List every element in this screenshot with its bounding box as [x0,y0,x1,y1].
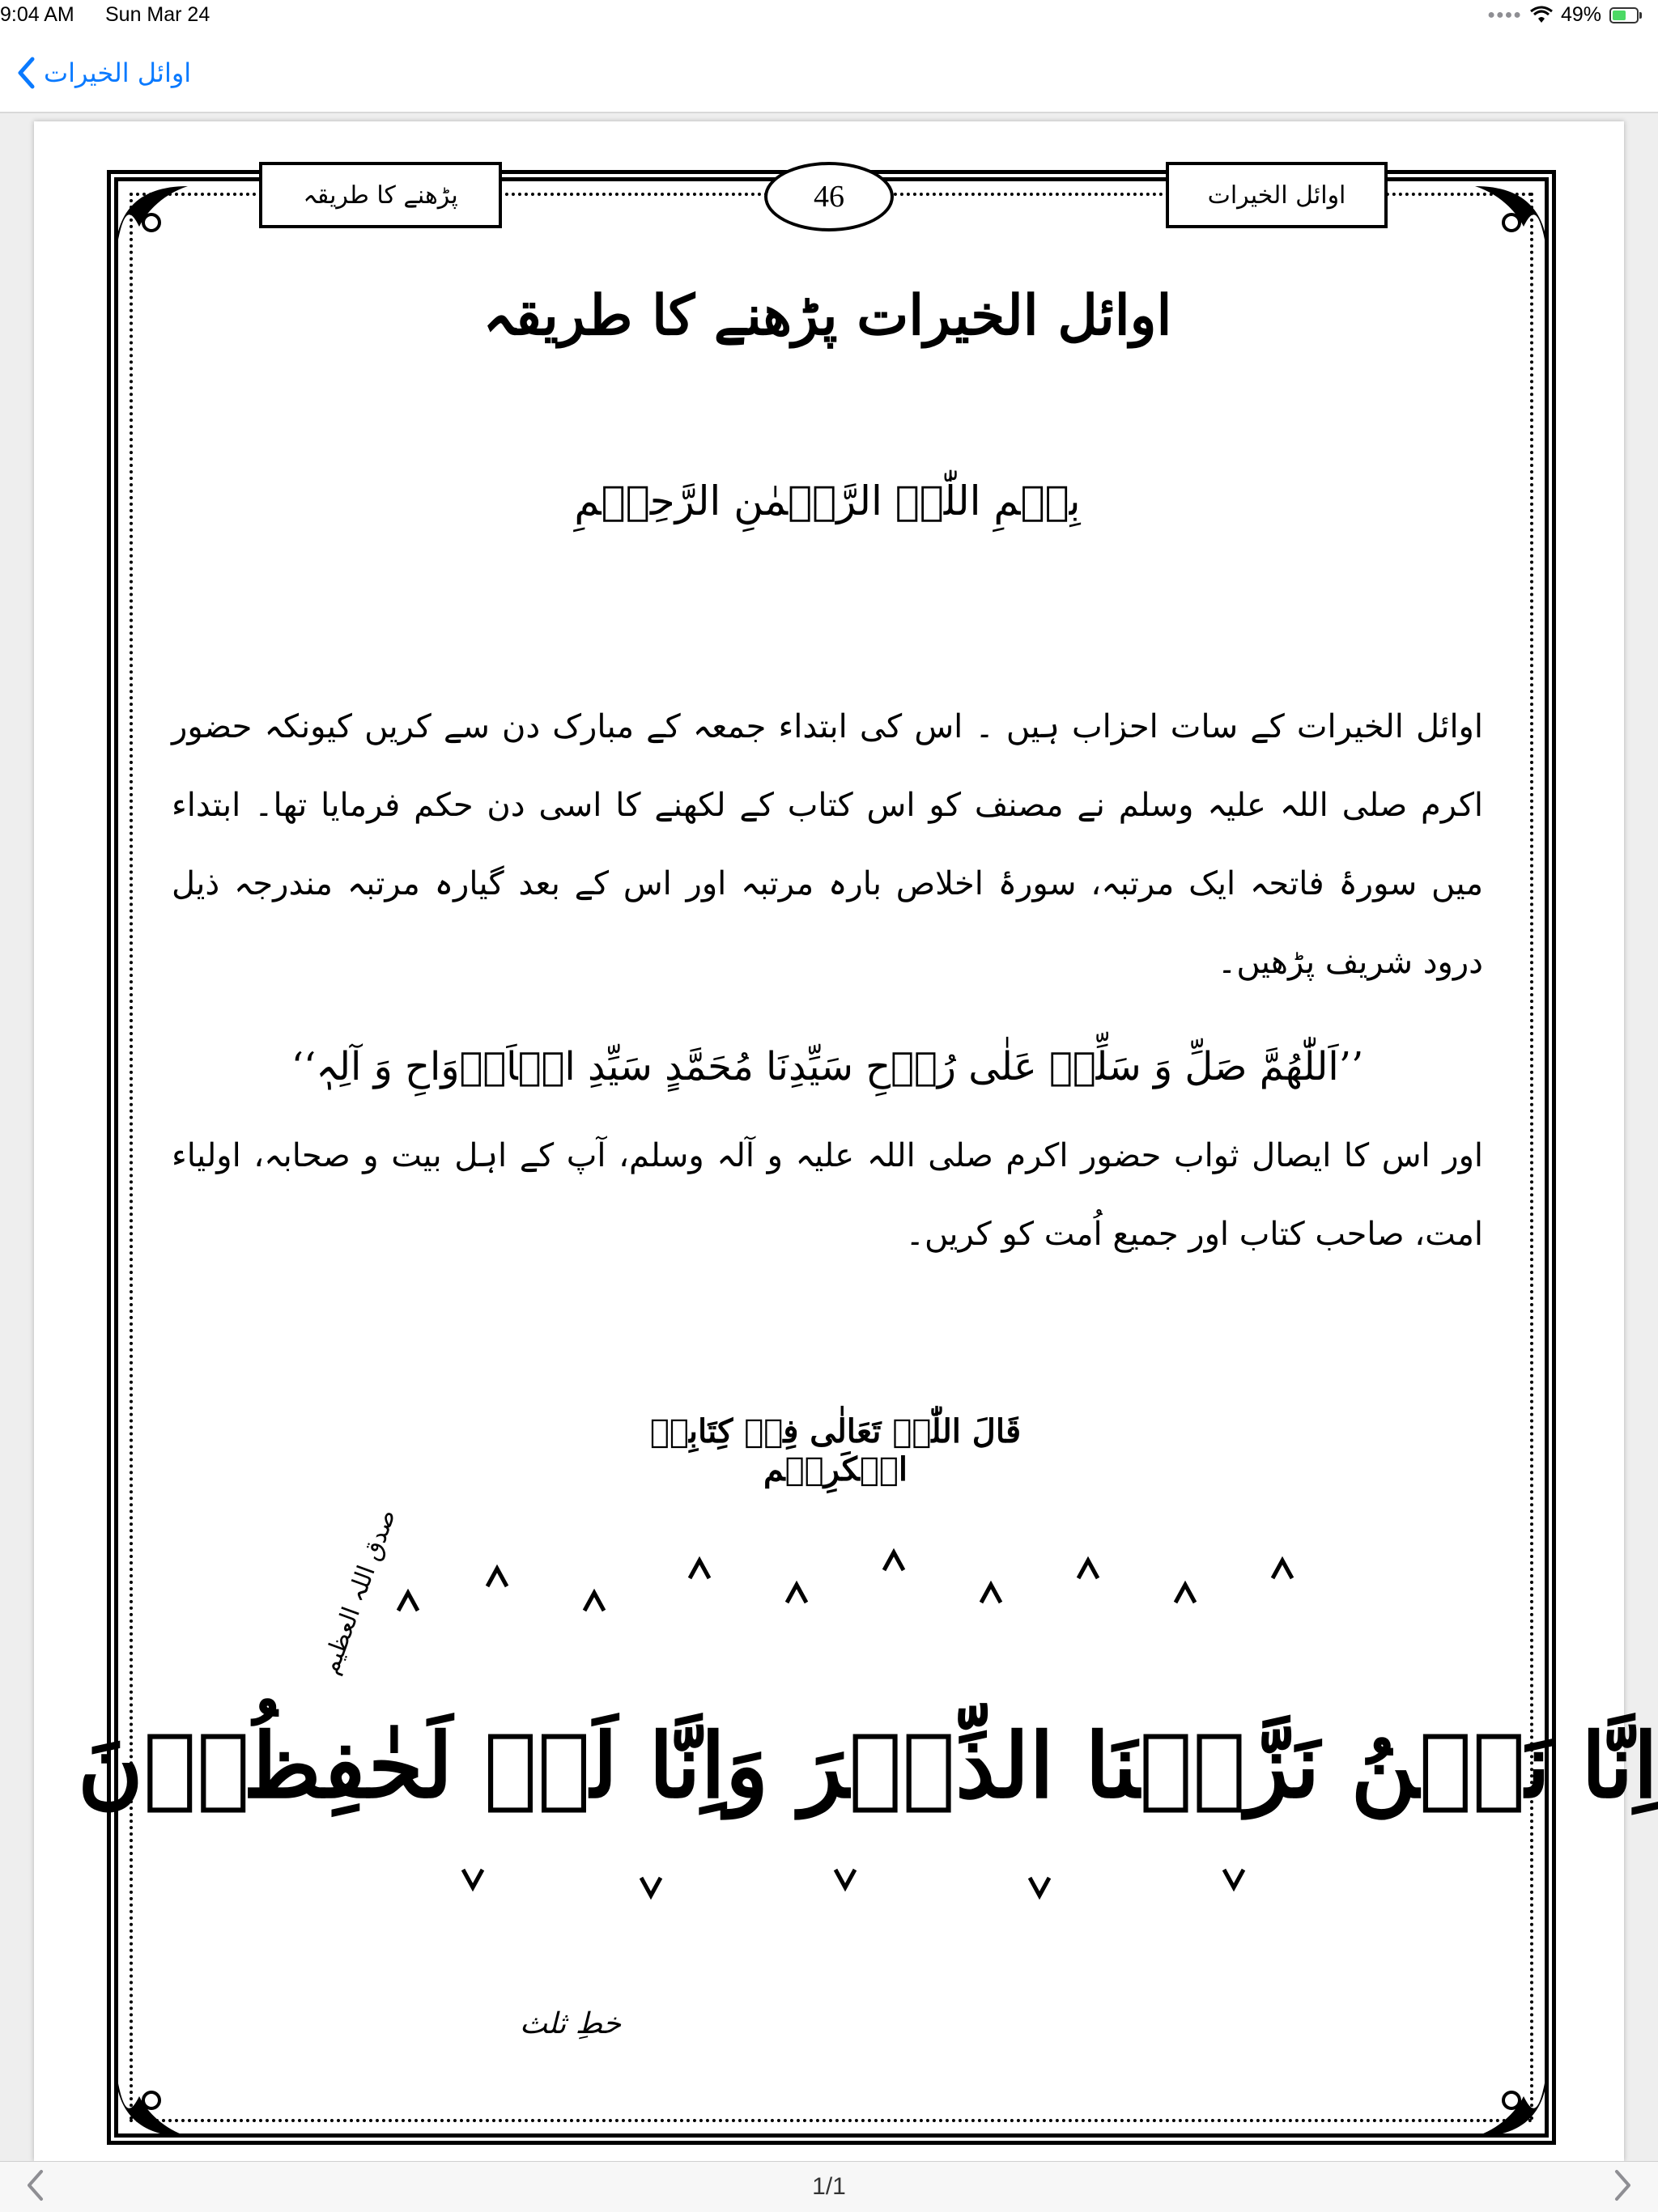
floral-ornament-icon [1467,178,1556,267]
back-button-label: اوائل الخیرات [44,57,192,88]
status-bar [0,0,1658,32]
bottom-toolbar [0,2161,1658,2212]
calligraphy-signature: خطِ ثلث [520,2007,622,2040]
status-indicators [1487,3,1642,27]
navigation-bar [0,32,1658,113]
floral-ornament-icon [107,178,196,267]
page-title: اوائل الخیرات پڑھنے کا طریقہ [483,283,1172,348]
page-number: 46 [764,162,894,231]
battery-charging-icon [1609,7,1642,23]
paragraph-isal-e-sawab: اور اس کا ایصال ثواب حضور اکرم صلی اللہ علیہ و آلہ وسلم، آپ کے اہل بیت و صحابہ، اولیاء امت، صاحب کتاب اور جمیع اُمت کو کریں۔ [172,1137,1484,1253]
calligraphy-image [78,1489,1658,1942]
status-date: Sun Mar 24 [105,3,210,26]
status-time: 9:04 AM [0,3,74,26]
document-page [34,121,1658,2161]
durood-text: ’’اَللّٰھُمَّ صَلِّ وَ سَلِّمۡ عَلٰی رُوۡحِ سَیِّدِنَا مُحَمَّدٍ سَیِّدِ الۡاَرۡوَاحِ وَ آلِہٖ‘‘ [291,1044,1364,1089]
calligraphy-verse: اِنَّا نَحۡنُ نَزَّلۡنَا الذِّکۡرَ وَاِنَّا لَہٗ لَحٰفِظُوۡنَ [78,1713,1658,1818]
floral-ornament-icon [107,2056,196,2145]
next-page-button[interactable] [1603,2167,1643,2207]
chevron-left-icon [16,57,36,89]
chevron-right-icon [1613,2169,1633,2205]
battery-percent: 49% [1560,3,1601,26]
calligraphy-caption: قَالَ اللّٰہُ تَعَالٰی فِیۡ کِتَابِہِ الۡکَرِیۡم [649,1412,1022,1488]
paragraph-instructions: اوائل الخیرات کے سات احزاب ہیں ۔ اس کی ابتداء جمعہ کے مبارک دن سے کریں کیونکہ حضور اکرم صلی اللہ علیہ وسلم نے مصنف کو اس کتاب کے لکھنے کا اسی دن حکم فرمایا تھا۔ ابتداء میں سورۂ فاتحہ ایک مرتبہ، سورۂ اخلاص بارہ مرتبہ اور اس کے بعد گیارہ مرتبہ مندرجہ ذیل درود شریف پڑھیں۔ [172,708,1483,981]
page-indicator: 1/1 [812,2173,846,2200]
running-header-section: پڑھنے کا طریقہ [259,162,502,228]
back-button[interactable] [16,49,191,97]
calligraphy-side-text: صدق اللہ العظیم [316,1505,402,1679]
document-viewer[interactable] [0,113,1658,2161]
wifi-icon [1530,6,1553,24]
running-header-book: اوائل الخیرات [1166,162,1388,228]
signal-dots-icon: ●●●● [1487,7,1522,22]
bismillah: بِسۡمِ اللّٰہِ الرَّحۡمٰنِ الرَّحِیۡمِ [574,478,1081,524]
floral-ornament-icon [1467,2056,1556,2145]
